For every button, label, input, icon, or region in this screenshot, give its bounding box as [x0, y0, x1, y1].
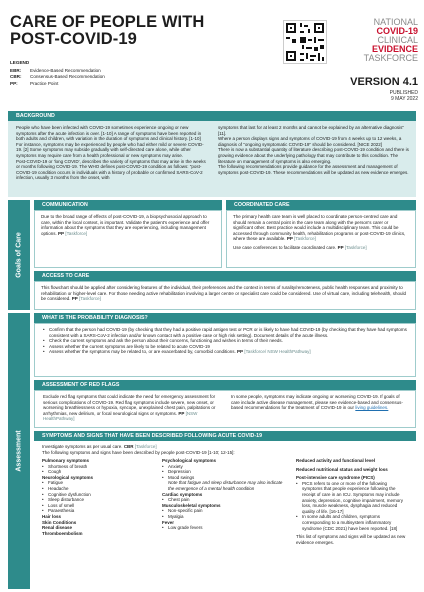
mental-health-note: Note that fatigue and sleep disturbance may also indicate the emergence of a mental health condition — [168, 480, 283, 491]
list-item: • Check the current symptoms and ask the person about their concerns, functioning and wishes in terms of their needs. — [43, 338, 407, 344]
list-item: • Mood swings — [162, 475, 287, 481]
list-item: • In some adults and children, symptoms corresponding to a multisystem inflammatory syndrome (CDC 2021) have been reported. [18] — [296, 514, 408, 531]
symptom-group-heading: Cardiac symptoms — [162, 491, 203, 497]
communication-box — [34, 210, 222, 268]
list-item: • Low grade fevers — [162, 525, 287, 531]
red-flags-heading: ASSESSMENT OF RED FLAGS — [34, 380, 416, 390]
list-item: • Depression — [162, 469, 287, 475]
symptom-group-heading: Psychological symptoms — [162, 458, 217, 463]
symptom-group-heading: Thromboembolism — [42, 530, 83, 536]
symptom-group-heading: Reduced activity and functional level — [296, 458, 376, 463]
access-to-care-text: This flowchart should be applied after considering features of the individual, their preferences and the context in terms of rurality/remoteness, public health responses and proximity to rehabilitation or higher-level care. For those needing active rehabilitation involving a larger centre or specialist care could be considered. Use of virtual care, including telehealth, should be considered. — [41, 285, 406, 302]
practice-point-badge: PP — [58, 230, 65, 236]
taskforce-logo — [340, 18, 418, 63]
symptom-group-heading: Neurological symptoms — [42, 474, 94, 480]
pics-list — [296, 481, 408, 531]
symptom-group-heading: Musculoskeletal symptoms — [162, 502, 221, 508]
sidebar-label: Assessment — [15, 430, 23, 472]
background-text: Post-COVID-19 or 'long COVID', describes the variety of symptoms that may arise in the weeks or months following COVID-19. The WHO defines post-COVID-19 condition as follows: "post-COVID-19 condition occurs in individuals with a history of probable or confirmed SARS-CoV-2 infection, usually 3 months from the onset, with — [16, 158, 206, 181]
background-text: The following recommendations provide guidance for the assessment and management of symptoms post-COVID-19. These recommendations will be updated as new evidence emerges. — [218, 164, 409, 175]
symptom-list — [42, 480, 137, 514]
background-text: symptoms that last for at least 2 months and cannot be explained by an alternative diagnosis" [11]. — [218, 125, 404, 136]
published-label: PUBLISHED — [389, 90, 418, 96]
practice-point-badge: PP — [237, 349, 244, 355]
page-title — [10, 14, 250, 48]
coordinated-care-box — [226, 210, 416, 268]
red-flags-col-1 — [43, 394, 223, 422]
red-flags-col-2 — [231, 394, 409, 411]
access-to-care-heading: ACCESS TO CARE — [34, 271, 416, 281]
background-section — [8, 121, 416, 197]
coordinated-care-text: The primary health care team is well placed to coordinate person-centred care and should remain a central point in the care team along with the person's carer or significant other. Best practice would include a multidisciplinary team. This could be accessed through community health, rehabilitation programs or post-COVID-19 clinics, where these are available. — [233, 214, 406, 242]
coordinated-care-text: Use case conferences to facilitate coordinated care. — [233, 244, 337, 250]
published-date: 9 MAY 2022 — [390, 96, 418, 102]
red-flags-text: In some people, symptoms may indicate ongoing or worsening COVID-19. If goals of care include active disease management, please see evidence-based and consensus-based recommendations for the treatment of COVID-19 in our — [231, 394, 403, 411]
symptom-list — [162, 508, 287, 519]
list-item: • Paraesthesia — [42, 508, 137, 514]
legend-desc: Consensus-Based Recommendation — [30, 74, 105, 80]
list-item-text: Assess whether the symptoms may be related to, or are exacerbated by, comorbid conditions. — [49, 349, 236, 355]
background-col-1 — [16, 125, 208, 181]
legend-row — [10, 68, 210, 75]
version-label: VERSION 4.1 — [350, 76, 418, 88]
source-ref: [Taskforce] — [79, 296, 101, 302]
list-item: • Chest pain — [162, 497, 287, 503]
symptom-list — [162, 464, 287, 481]
source-ref: [NSW HealthPathway] — [43, 410, 198, 422]
symptoms-col-1 — [42, 458, 137, 536]
list-item: • Loss of smell — [42, 503, 137, 509]
background-text: There is now a substantial quantity of literature describing post-COVID-19 condition and there is growing evidence about the underlying pathology that may contribute to this condition. The literature on management of symptoms is also emerging. — [218, 147, 409, 164]
source-ref: [Taskforce/ NSW HealthPathway] — [244, 349, 311, 355]
symptom-group-heading: Post-intensive care syndrome (PICS) — [296, 475, 375, 481]
communication-heading: COMMUNICATION — [34, 200, 222, 210]
symptoms-col-3 — [296, 458, 408, 545]
symptoms-footnote: This list of symptoms and signs will be updated as new evidence emerges. — [296, 534, 406, 545]
list-item: • Shortness of breath — [42, 464, 137, 470]
brand-line: EVIDENCE — [371, 44, 418, 54]
legend-desc: Practice Point — [30, 80, 59, 86]
brand-line: CLINICAL — [377, 35, 418, 45]
symptoms-intro-text: The following symptoms and signs have been described by people post-COVID-19 [1-10; 12-15]: — [42, 449, 235, 455]
qr-code-icon[interactable] — [283, 20, 327, 64]
brand-line: NATIONAL — [373, 17, 418, 27]
list-item: • Myalgia — [162, 514, 287, 520]
list-item: • Anxiety — [162, 464, 287, 470]
legend-code: PP: — [10, 80, 18, 86]
brand-line: TASKFORCE — [363, 53, 418, 63]
source-ref: [Taskforce] — [344, 244, 367, 250]
list-item: • Cough — [42, 469, 137, 475]
probability-diagnosis-heading: WHAT IS THE PROBABILITY DIAGNOSIS? — [34, 313, 416, 323]
source-ref: [Taskforce] — [134, 444, 157, 449]
symptoms-intro-text: Investigate symptoms as per usual care. — [42, 444, 123, 449]
source-ref: [Taskforce] — [294, 236, 316, 242]
legend-row — [10, 74, 210, 81]
title-line-2: POST-COVID-19 — [10, 30, 137, 48]
probability-list — [43, 327, 407, 355]
assessment-sidebar — [8, 313, 30, 589]
coordinated-care-heading: COORDINATED CARE — [226, 200, 416, 210]
list-item: • Cognitive dysfunction — [42, 492, 137, 498]
practice-point-badge: PP — [337, 244, 344, 250]
symptom-group-heading: Skin Conditions — [42, 519, 77, 525]
list-item: • Fatigue — [42, 480, 137, 486]
symptom-list — [162, 497, 287, 503]
symptom-list — [162, 525, 287, 531]
legend-code: EBR: — [10, 67, 22, 73]
list-item: • Sleep disturbance — [42, 497, 137, 503]
legend-code: CBR: — [10, 74, 22, 80]
practice-point-badge: PP — [286, 236, 293, 242]
list-item: • Assess whether the current symptoms are likely to be related to acute COVID-19 — [43, 344, 407, 350]
list-item: • PICS refers to one or more of the following symptoms that people experience following the receipt of care in an ICU. Symptoms may include anxiety, depression, cognitive impairment, memory loss, muscle weakness, dysphagia and reduced quality of life. [16-17] — [296, 481, 408, 515]
background-text: People who have been infected with COVID-19 sometimes experience ongoing or new symptoms after the acute infection is over. [1-10] A range of symptoms have been reported in both adults and children, with variation in the duration of symptoms and clinical history. [1-10] For instance, symptoms may be experienced by people who had either mild or severe COVID-19. [2] Some symptoms may subside gradually with self-directed care alone, while other symptoms may require care from a health professional or new symptoms may arise. — [16, 125, 204, 158]
source-ref: [Taskforce] — [65, 230, 88, 236]
list-item: • Confirm that the person had COVID-19 (by checking that they had a positive rapid antigen test or PCR or is likely to have had COVID-19 (by checking that they have had symptoms consistent with a SARS-CoV-2 infection and/or known contact with a positive case or high risk setting). Document details of the acute illness. — [43, 327, 407, 338]
symptom-group-heading: Fever — [162, 519, 175, 525]
list-item — [43, 349, 407, 355]
list-item: • Headache — [42, 486, 137, 492]
symptom-group-heading: Hair loss — [42, 513, 62, 519]
symptom-group-heading: Reduced nutritional status and weight loss — [296, 466, 388, 472]
living-guidelines-link[interactable]: living guidelines. — [355, 405, 389, 411]
title-line-1: CARE OF PEOPLE WITH — [10, 13, 205, 31]
background-heading: BACKGROUND — [8, 111, 416, 121]
background-text: Where a person displays signs and symptoms of COVID-19 from 4 weeks up to 12 weeks, a diagnosis of "ongoing symptomatic COVID-19" should be considered. [NICE 2022] — [218, 136, 402, 147]
consensus-badge: CBR — [123, 444, 134, 449]
legend — [10, 60, 210, 87]
publication-info — [340, 90, 418, 102]
symptoms-col-2 — [162, 458, 287, 531]
symptoms-intro — [42, 444, 292, 455]
legend-desc: Evidence-Based Recommendation — [30, 67, 101, 73]
legend-row — [10, 81, 210, 88]
practice-point-badge: PP — [71, 296, 78, 302]
legend-heading: LEGEND — [10, 60, 30, 65]
brand-line: COVID-19 — [376, 26, 418, 36]
background-col-2 — [218, 125, 410, 175]
symptom-list — [42, 464, 137, 475]
red-flags-text: Exclude red flag symptoms that could indicate the need for emergency assessment for serious complications of COVID-19. Red flag symptoms include severe, new onset, or worsening breathlessness or hypoxia, syncope, unexplained chest pain, palpitations or arrhythmias, new delirium, or focal neurological signs or symptoms. — [43, 394, 216, 416]
red-flags-box — [34, 390, 416, 428]
communication-text: Due to the broad range of effects of post-COVID-19, a biopsychosocial approach to care, within the local context, is important. Validate the patient's experience and offer information about the symptoms that they are experiencing, including management options. — [41, 214, 210, 236]
practice-point-badge: PP — [178, 410, 185, 416]
list-item: • Non-specific pain — [162, 508, 287, 514]
sidebar-label: Goals of Care — [15, 232, 23, 278]
goals-of-care-sidebar — [8, 200, 30, 310]
symptoms-section — [34, 441, 416, 589]
symptom-group-heading: Pulmonary symptoms — [42, 458, 90, 463]
access-to-care-box — [34, 281, 416, 310]
symptom-group-heading: Renal disease — [42, 525, 73, 531]
probability-diagnosis-box — [34, 323, 416, 377]
symptoms-heading: SYMPTOMS AND SIGNS THAT HAVE BEEN DESCRIBED FOLLOWING ACUTE COVID-19 — [34, 431, 416, 441]
header — [0, 0, 424, 110]
